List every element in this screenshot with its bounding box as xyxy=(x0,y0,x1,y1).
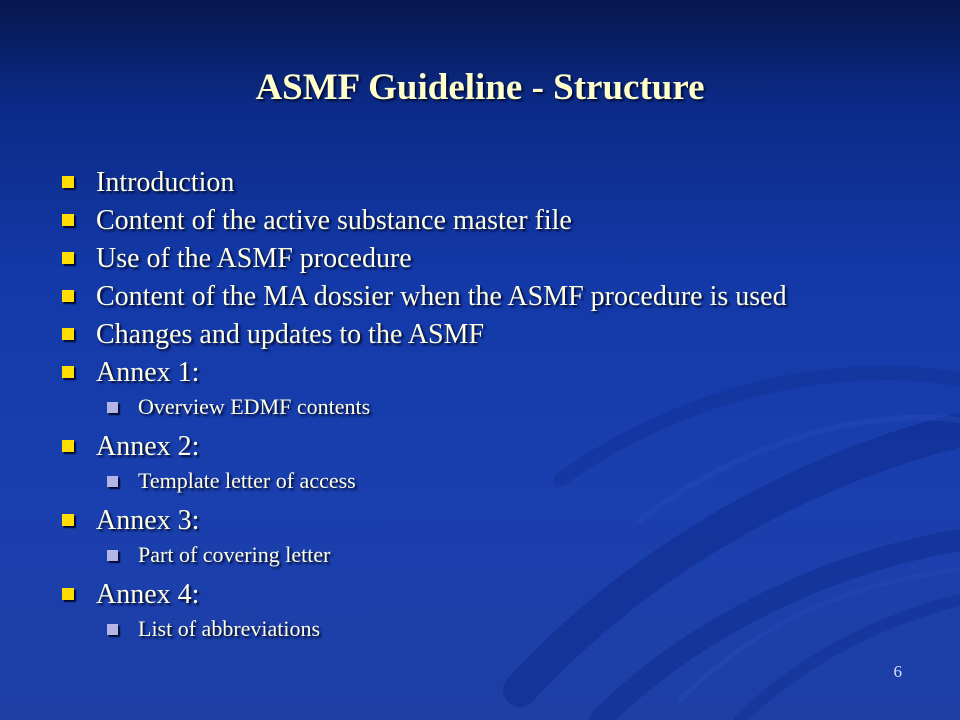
outline-list xyxy=(60,164,787,650)
square-bullet-icon xyxy=(62,440,74,452)
bullet-text: Content of the MA dossier when the ASMF procedure is used xyxy=(96,281,787,312)
sub-bullet-item xyxy=(60,466,787,502)
bullet-text: Overview EDMF contents xyxy=(138,394,371,419)
square-bullet-icon xyxy=(62,514,74,526)
square-bullet-icon xyxy=(62,290,74,302)
bullet-text: Changes and updates to the ASMF xyxy=(96,319,485,350)
bullet-text: Use of the ASMF procedure xyxy=(96,243,412,274)
square-bullet-sub-icon xyxy=(107,550,118,561)
square-bullet-sub-icon xyxy=(107,476,118,487)
square-bullet-sub-icon xyxy=(107,402,118,413)
page-number: 6 xyxy=(893,662,902,681)
slide-title: ASMF Guideline - Structure xyxy=(255,67,705,108)
bullet-item xyxy=(60,316,787,354)
bullet-item xyxy=(60,240,787,278)
bullet-item xyxy=(60,278,787,316)
bullet-item xyxy=(60,164,787,202)
bullet-item xyxy=(60,202,787,240)
square-bullet-icon xyxy=(62,588,74,600)
bullet-item xyxy=(60,354,787,392)
bullet-text: Annex 4: xyxy=(96,579,200,610)
sub-bullet-item xyxy=(60,540,787,576)
sub-bullet-item xyxy=(60,392,787,428)
square-bullet-icon xyxy=(62,214,74,226)
square-bullet-icon xyxy=(62,366,74,378)
bullet-text: Introduction xyxy=(96,167,235,198)
bullet-item xyxy=(60,502,787,540)
square-bullet-sub-icon xyxy=(107,624,118,635)
square-bullet-icon xyxy=(62,176,74,188)
bullet-text: Template letter of access xyxy=(138,468,356,493)
bullet-text: Content of the active substance master file xyxy=(96,205,572,236)
bullet-item xyxy=(60,576,787,614)
square-bullet-icon xyxy=(62,328,74,340)
bullet-text: Annex 1: xyxy=(96,357,200,388)
square-bullet-icon xyxy=(62,252,74,264)
bullet-text: Annex 3: xyxy=(96,505,200,536)
sub-bullet-item xyxy=(60,614,787,650)
bullet-text: Part of covering letter xyxy=(138,542,331,567)
bullet-text: Annex 2: xyxy=(96,431,200,462)
bullet-text: List of abbreviations xyxy=(138,616,321,641)
bullet-item xyxy=(60,428,787,466)
